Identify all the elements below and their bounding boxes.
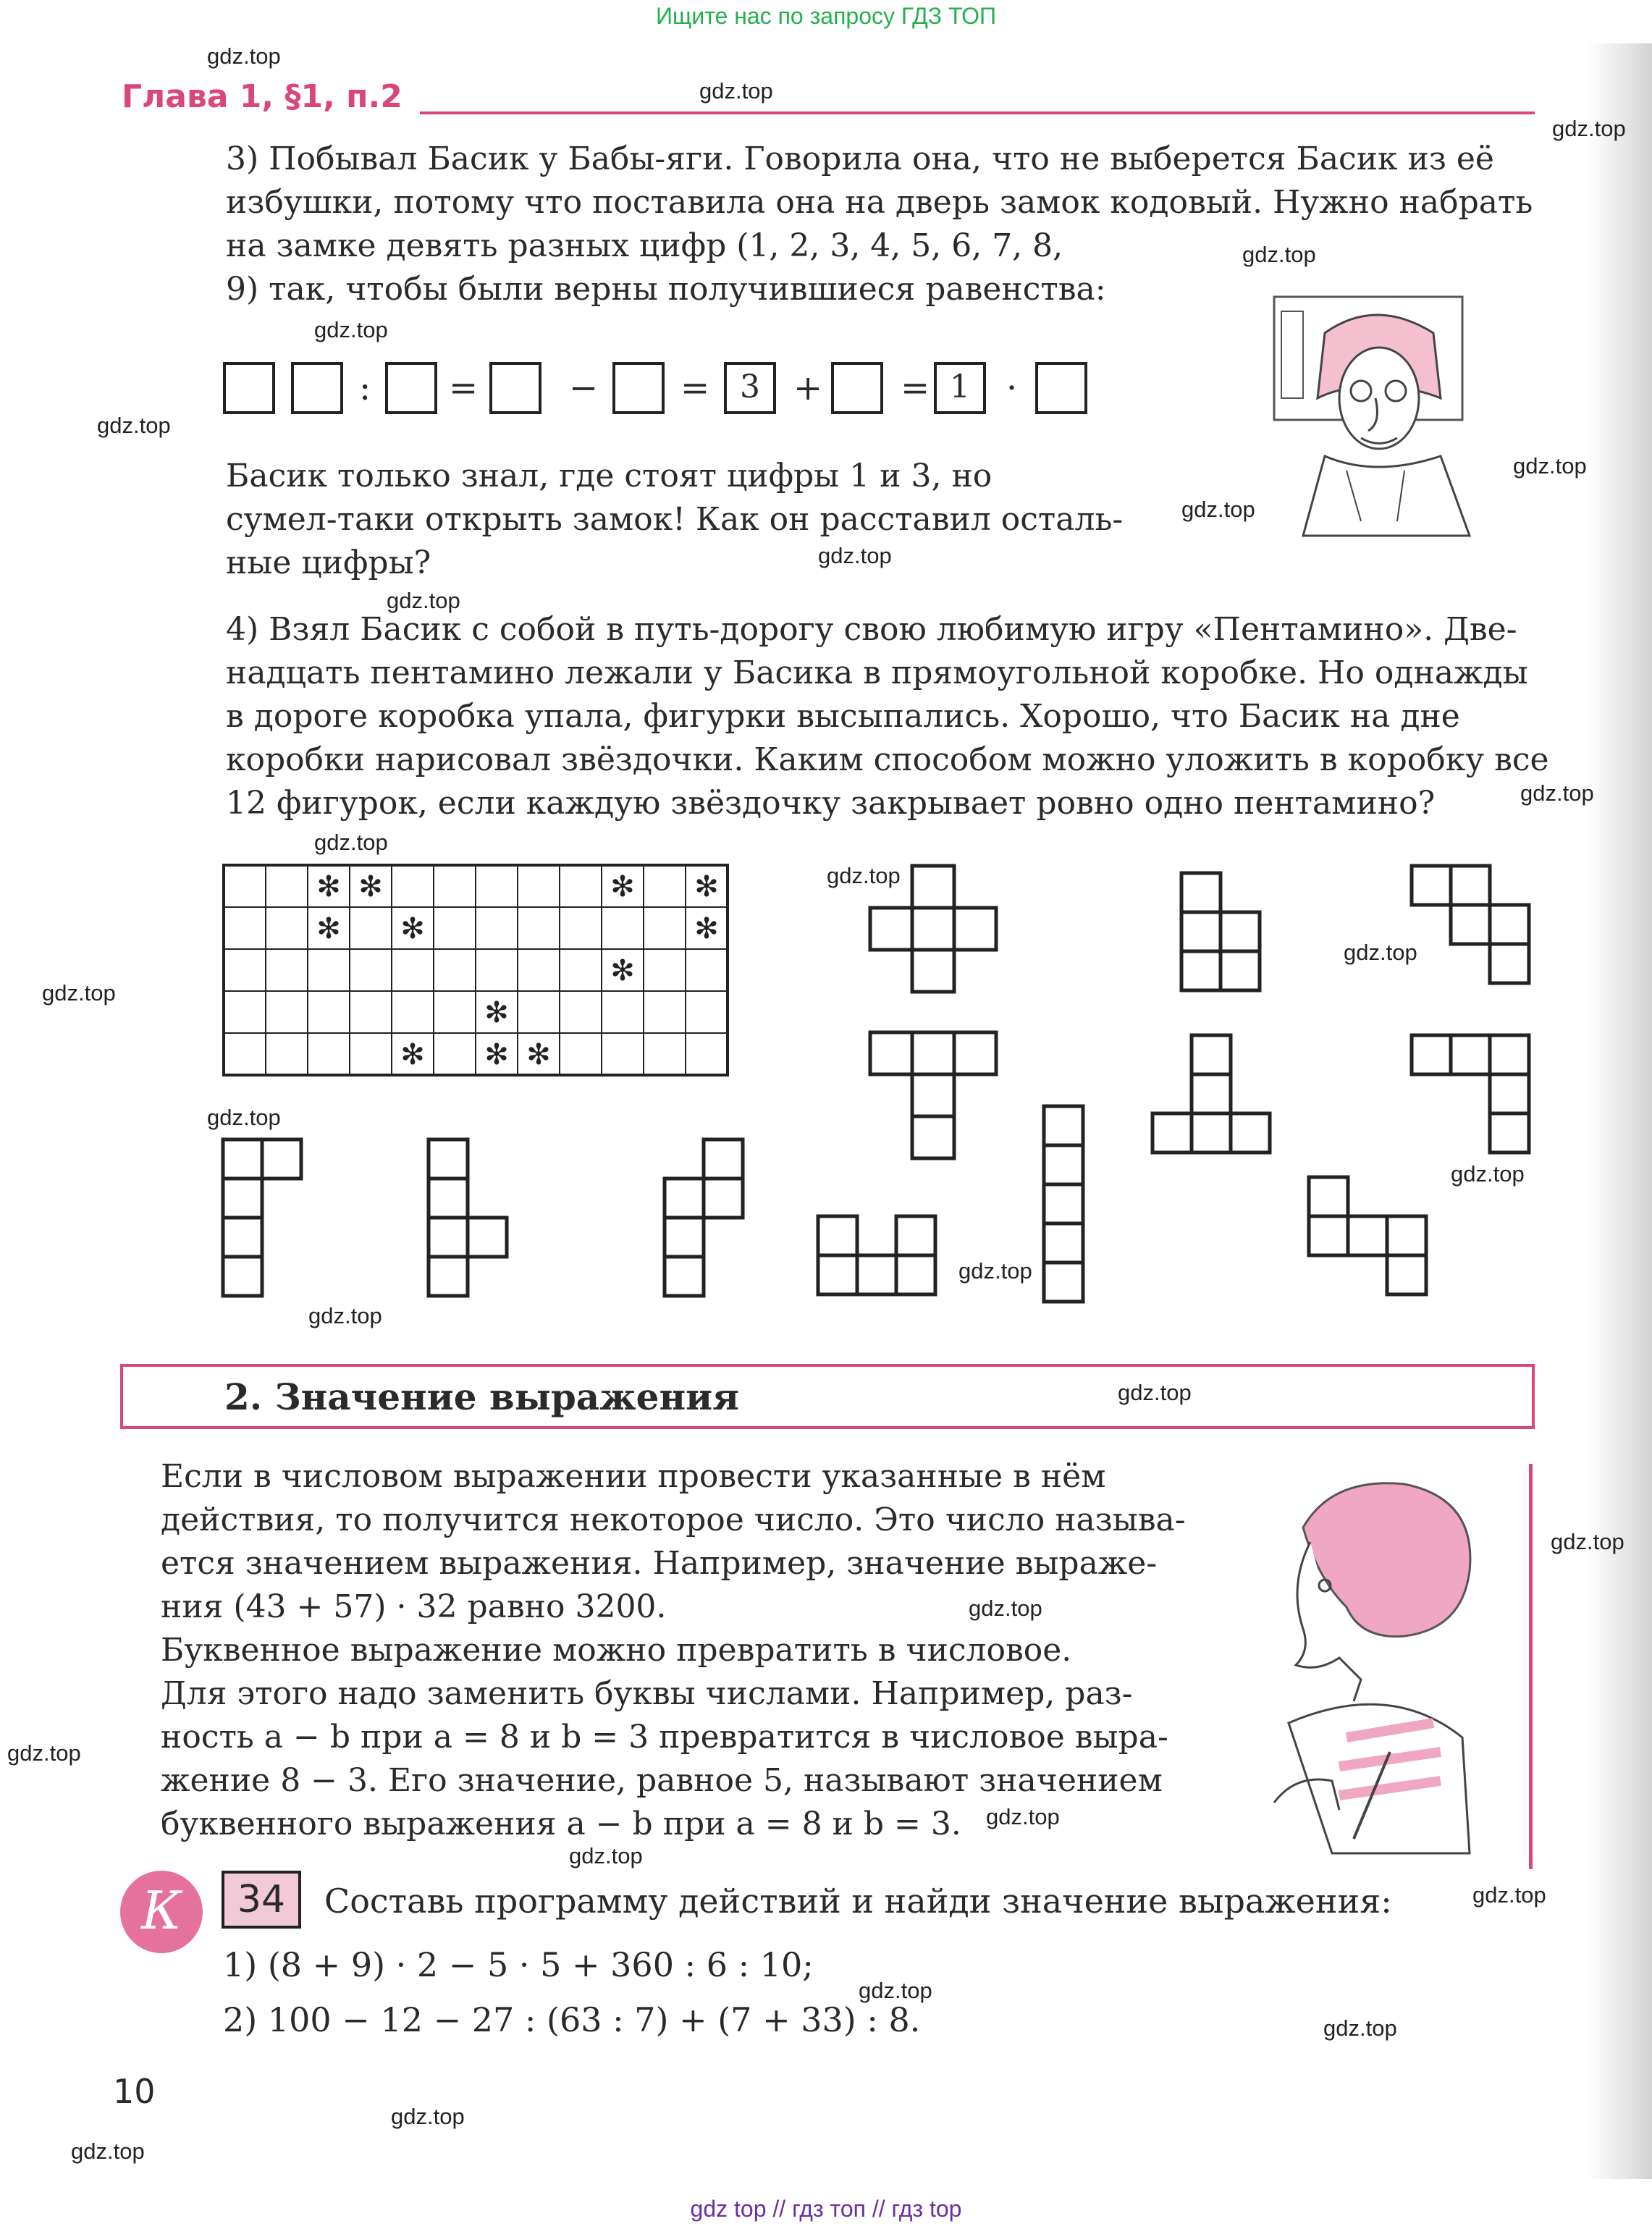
grid-cell bbox=[266, 991, 308, 1033]
task4-line: надцать пентамино лежали у Басика в прямоугольной коробке. Но однажды bbox=[226, 654, 1528, 691]
digit-box-given: 3 bbox=[724, 362, 776, 414]
grid-cell bbox=[644, 1033, 686, 1075]
grid-cell bbox=[392, 865, 434, 907]
star-mark: ✻ bbox=[694, 870, 719, 903]
section-title: 2. Значение выражения bbox=[224, 1375, 740, 1418]
watermark: gdz.top bbox=[42, 980, 116, 1006]
pentamino-box-grid bbox=[222, 863, 736, 1079]
section-text bbox=[161, 1455, 1186, 1846]
exercise-prompt bbox=[324, 1879, 1392, 1923]
section-line: ность a − b при a = 8 и b = 3 превратится в числовое выра- bbox=[161, 1719, 1168, 1756]
chapter-heading: Глава 1, §1, п.2 bbox=[122, 78, 403, 115]
exercise-number: 34 bbox=[222, 1871, 301, 1929]
grid-cell bbox=[266, 907, 308, 949]
grid-cell bbox=[224, 907, 266, 949]
grid-cell bbox=[224, 865, 266, 907]
top-banner[interactable]: Ищите нас по запросу ГДЗ ТОП bbox=[656, 3, 996, 29]
star-mark: ✻ bbox=[526, 1038, 551, 1071]
watermark: gdz.top bbox=[827, 863, 901, 888]
task3-after-line: Басик только знал, где стоят цифры 1 и 3, но bbox=[226, 458, 993, 494]
watermark: gdz.top bbox=[569, 1843, 643, 1868]
star-mark: ✻ bbox=[316, 870, 341, 903]
grid-cell bbox=[476, 949, 518, 991]
pentomino-p bbox=[1181, 873, 1260, 990]
star-mark: ✻ bbox=[484, 996, 509, 1029]
watermark: gdz.top bbox=[1551, 1529, 1624, 1554]
section-line: Для этого надо заменить буквы числами. Например, раз- bbox=[161, 1675, 1133, 1712]
watermark: gdz.top bbox=[1118, 1380, 1192, 1405]
grid-cell bbox=[518, 865, 560, 907]
grid-cell bbox=[266, 949, 308, 991]
page-number: 10 bbox=[113, 2072, 156, 2111]
watermark: gdz.top bbox=[71, 2139, 145, 2164]
pentomino-u bbox=[818, 1216, 935, 1294]
grid-cell bbox=[518, 991, 560, 1033]
watermark: gdz.top bbox=[699, 78, 773, 104]
grid-cell bbox=[560, 949, 602, 991]
digit-box bbox=[385, 362, 437, 414]
task3-line: избушки, потому что поставила она на дверь замок кодовый. Нужно набрать bbox=[226, 184, 1533, 221]
star-mark: ✻ bbox=[316, 912, 341, 945]
operator: = bbox=[901, 368, 930, 408]
task4-line: коробки нарисовал звёздочки. Каким способом можно уложить в коробку все bbox=[226, 741, 1549, 778]
grid-cell bbox=[602, 907, 644, 949]
star-mark: ✻ bbox=[400, 1038, 425, 1071]
grid-cell bbox=[644, 907, 686, 949]
watermark: gdz.top bbox=[1242, 242, 1316, 267]
grid-cell bbox=[224, 1033, 266, 1075]
watermark: gdz.top bbox=[207, 1105, 281, 1130]
bottom-banner[interactable]: gdz top // гдз топ // гдз top bbox=[690, 2196, 962, 2222]
watermark: gdz.top bbox=[308, 1303, 382, 1328]
section-line: буквенного выражения a − b при a = 8 и b = 3. bbox=[161, 1805, 961, 1842]
task4-text bbox=[226, 608, 1549, 825]
grid-cell bbox=[434, 949, 476, 991]
task3-line: на замке девять разных цифр (1, 2, 3, 4, 5, 6, 7, 8, bbox=[226, 227, 1063, 264]
watermark: gdz.top bbox=[314, 830, 388, 855]
operator: − bbox=[569, 368, 599, 408]
operator: : bbox=[359, 368, 371, 408]
grid-cell bbox=[392, 949, 434, 991]
operator: = bbox=[680, 368, 710, 408]
watermark: gdz.top bbox=[958, 1258, 1032, 1284]
grid-cell bbox=[644, 949, 686, 991]
exercise-k-badge: К bbox=[120, 1871, 203, 1953]
grid-cell bbox=[392, 991, 434, 1033]
operator: · bbox=[1006, 368, 1018, 408]
grid-cell bbox=[350, 991, 392, 1033]
grid-cell bbox=[224, 949, 266, 991]
task3-line: 3) Побывал Басик у Бабы-яги. Говорила она, что не выберется Басик из её bbox=[226, 140, 1494, 177]
watermark: gdz.top bbox=[207, 43, 281, 69]
digit-box-given: 1 bbox=[934, 362, 986, 414]
grid-cell bbox=[560, 865, 602, 907]
watermark: gdz.top bbox=[1472, 1882, 1546, 1908]
pentomino-i bbox=[1044, 1106, 1083, 1302]
grid-cell bbox=[602, 991, 644, 1033]
grid-cell bbox=[686, 991, 728, 1033]
section-side-rule bbox=[1529, 1464, 1533, 1869]
watermark: gdz.top bbox=[1520, 780, 1594, 806]
watermark: gdz.top bbox=[1451, 1161, 1525, 1187]
grid-cell bbox=[266, 865, 308, 907]
task4-line: 12 фигурок, если каждую звёздочку закрывает ровно одно пентамино? bbox=[226, 785, 1436, 822]
watermark: gdz.top bbox=[314, 317, 388, 342]
chapter-rule bbox=[420, 111, 1535, 114]
pentomino-f bbox=[870, 1032, 996, 1158]
section-line: ния (43 + 57) · 32 равно 3200. bbox=[161, 1588, 667, 1625]
watermark: gdz.top bbox=[1552, 116, 1626, 141]
exercise-item: 2) 100 − 12 − 27 : (63 : 7) + (7 + 33) : 8. bbox=[223, 2000, 921, 2039]
task3-after-line: ные цифры? bbox=[226, 544, 431, 581]
grid-cell bbox=[434, 865, 476, 907]
grid-cell bbox=[518, 907, 560, 949]
digit-box bbox=[489, 362, 541, 414]
task4-line: в дороге коробка упала, фигурки высыпались. Хорошо, что Басик на дне bbox=[226, 698, 1460, 735]
grid-cell bbox=[308, 991, 350, 1033]
grid-cell bbox=[560, 1033, 602, 1075]
grid-cell bbox=[476, 907, 518, 949]
digit-box bbox=[612, 362, 665, 414]
watermark: gdz.top bbox=[1513, 453, 1587, 479]
grid-cell bbox=[602, 1033, 644, 1075]
pentomino-z bbox=[1309, 1177, 1426, 1294]
grid-cell bbox=[350, 1033, 392, 1075]
grid-cell bbox=[308, 1033, 350, 1075]
grid-cell bbox=[686, 949, 728, 991]
task3-line: 9) так, чтобы были верны получившиеся равенства: bbox=[226, 271, 1106, 308]
section-header-box bbox=[120, 1364, 1535, 1429]
digit-box bbox=[223, 362, 275, 414]
digit-box bbox=[831, 362, 883, 414]
task3-text bbox=[226, 138, 1533, 311]
star-mark: ✻ bbox=[610, 870, 635, 903]
section-line: действия, то получится некоторое число. Это число называ- bbox=[161, 1501, 1186, 1538]
section-line: Если в числовом выражении провести указанные в нём bbox=[161, 1458, 1106, 1495]
section-line: жение 8 − 3. Его значение, равное 5, называют значением bbox=[161, 1762, 1163, 1799]
baba-yaga-illustration bbox=[1260, 290, 1499, 543]
operator: = bbox=[449, 368, 479, 408]
grid-cell bbox=[266, 1033, 308, 1075]
watermark: gdz.top bbox=[97, 413, 171, 438]
pentomino-n bbox=[665, 1139, 743, 1296]
star-mark: ✻ bbox=[484, 1038, 509, 1071]
watermark: gdz.top bbox=[7, 1740, 81, 1766]
watermark: gdz.top bbox=[986, 1804, 1060, 1829]
exercise-item: 1) (8 + 9) · 2 − 5 · 5 + 360 : 6 : 10; bbox=[223, 1945, 814, 1984]
watermark: gdz.top bbox=[387, 588, 460, 613]
watermark: gdz.top bbox=[1344, 940, 1417, 965]
grid-cell bbox=[308, 949, 350, 991]
watermark: gdz.top bbox=[1181, 497, 1255, 522]
grid-cell bbox=[350, 907, 392, 949]
grid-cell bbox=[518, 949, 560, 991]
star-mark: ✻ bbox=[694, 912, 719, 945]
exercise-prompt-text: Составь программу действий и найди значение выражения: bbox=[324, 1882, 1392, 1921]
star-mark: ✻ bbox=[358, 870, 383, 903]
operator: + bbox=[793, 368, 823, 408]
watermark: gdz.top bbox=[818, 543, 892, 568]
grid-cell bbox=[560, 991, 602, 1033]
star-mark: ✻ bbox=[610, 954, 635, 987]
pentomino-w bbox=[1412, 866, 1529, 983]
grid-cell bbox=[350, 949, 392, 991]
task3-after-line: сумел-таки открыть замок! Как он расставил осталь- bbox=[226, 501, 1124, 538]
watermark: gdz.top bbox=[391, 2104, 465, 2129]
watermark: gdz.top bbox=[859, 1978, 932, 2003]
grid-cell bbox=[686, 1033, 728, 1075]
section-line: Буквенное выражение можно превратить в числовое. bbox=[161, 1632, 1072, 1669]
star-mark: ✻ bbox=[400, 912, 425, 945]
grid-cell bbox=[476, 865, 518, 907]
grid-cell bbox=[434, 1033, 476, 1075]
pentomino-y2 bbox=[429, 1139, 507, 1296]
pentomino-y bbox=[1152, 1035, 1270, 1153]
digit-box bbox=[1035, 362, 1087, 414]
girl-illustration bbox=[1245, 1462, 1506, 1868]
section-line: ется значением выражения. Например, значение выраже- bbox=[161, 1545, 1158, 1582]
grid-cell bbox=[434, 907, 476, 949]
page-gutter-shadow bbox=[1587, 43, 1652, 2179]
watermark: gdz.top bbox=[1323, 2015, 1397, 2041]
grid-cell bbox=[560, 907, 602, 949]
task4-line: 4) Взял Басик с собой в путь-дорогу свою любимую игру «Пентамино». Две- bbox=[226, 611, 1517, 648]
grid-cell bbox=[644, 865, 686, 907]
grid-cell bbox=[224, 991, 266, 1033]
watermark: gdz.top bbox=[969, 1596, 1042, 1621]
pentomino-l bbox=[223, 1139, 301, 1296]
digit-box bbox=[291, 362, 343, 414]
grid-cell bbox=[434, 991, 476, 1033]
exercise-items bbox=[223, 1937, 920, 2047]
task3-after-text bbox=[226, 455, 1123, 585]
grid-cell bbox=[644, 991, 686, 1033]
pentomino-v bbox=[1412, 1035, 1529, 1153]
